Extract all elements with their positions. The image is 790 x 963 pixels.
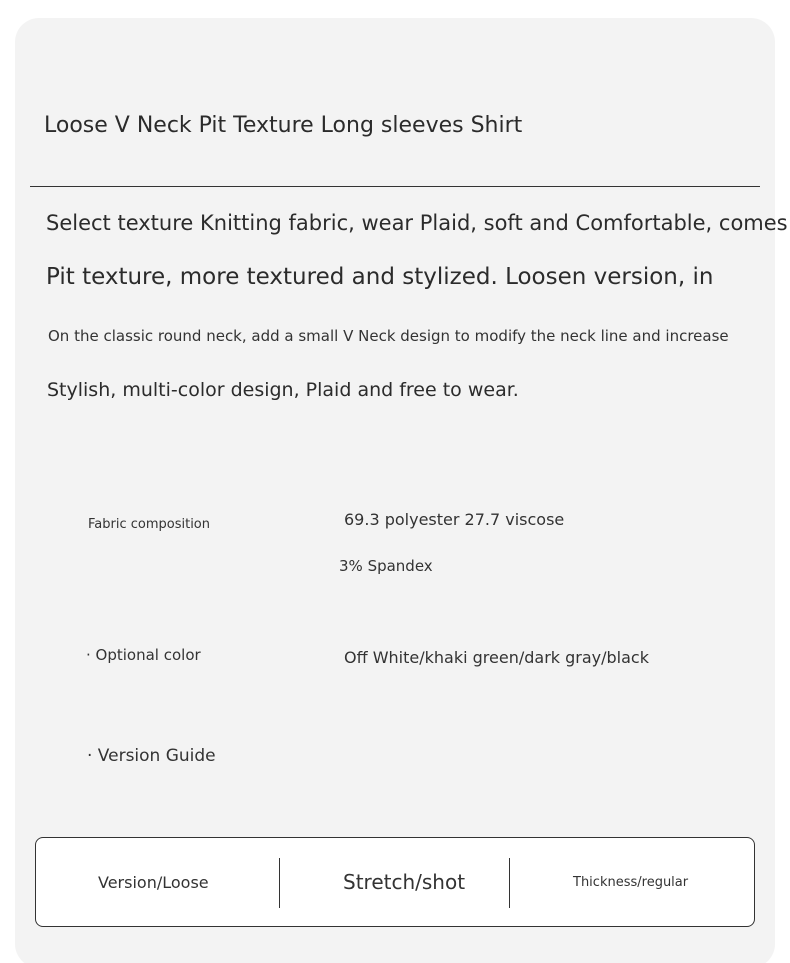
optional-color-value: Off White/khaki green/dark gray/black — [344, 648, 649, 667]
optional-color-label: · Optional color — [86, 646, 201, 664]
fabric-composition-label: Fabric composition — [88, 517, 210, 532]
spec-separator — [509, 858, 510, 908]
title-divider — [30, 186, 760, 187]
spec-separator — [279, 858, 280, 908]
spec-version: Version/Loose — [98, 873, 209, 892]
fabric-composition-value: 69.3 polyester 27.7 viscose — [344, 510, 565, 529]
description-line-4: Stylish, multi-color design, Plaid and free to wear. — [47, 379, 519, 401]
fabric-composition-value-extra: 3% Spandex — [339, 557, 433, 575]
product-title: Loose V Neck Pit Texture Long sleeves Shirt — [44, 113, 523, 138]
description-line-1: Select texture Knitting fabric, wear Plaid, soft and Comfortable, comes — [46, 211, 788, 235]
spec-summary-box — [35, 837, 755, 927]
product-detail-card — [15, 18, 775, 963]
version-guide-label: · Version Guide — [87, 746, 216, 766]
spec-stretch: Stretch/shot — [343, 870, 466, 894]
spec-thickness: Thickness/regular — [573, 875, 689, 890]
description-line-2: Pit texture, more textured and stylized. Loosen version, in — [46, 264, 714, 290]
description-line-3: On the classic round neck, add a small V Neck design to modify the neck line and increase — [48, 327, 729, 345]
